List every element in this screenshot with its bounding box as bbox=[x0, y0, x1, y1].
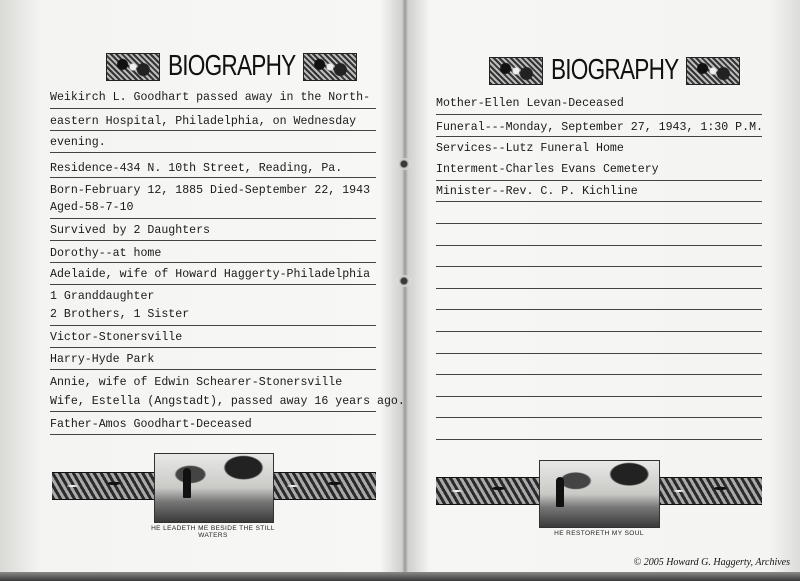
text-line: Aged-58-7-10 bbox=[50, 201, 134, 214]
pastoral-scene bbox=[155, 454, 273, 522]
floral-border bbox=[658, 477, 762, 505]
ruled-line bbox=[50, 262, 376, 263]
ruled-line bbox=[50, 369, 376, 370]
floral-ornament-icon bbox=[489, 57, 543, 85]
right-illustration-caption: HE RESTORETH MY SOUL bbox=[554, 530, 644, 537]
ruled-line bbox=[50, 177, 376, 178]
page-edge-shadow bbox=[0, 572, 800, 581]
text-line: evening. bbox=[50, 136, 106, 149]
text-line: Funeral---Monday, September 27, 1943, 1:30 P.M. bbox=[436, 121, 763, 134]
shepherd-figure bbox=[183, 468, 191, 498]
ruled-line bbox=[436, 266, 762, 267]
ruled-line bbox=[436, 245, 762, 246]
ruled-line bbox=[436, 353, 762, 354]
floral-border bbox=[272, 472, 376, 500]
text-line: Survived by 2 Daughters bbox=[50, 224, 211, 237]
text-line: Minister--Rev. C. P. Kichline bbox=[436, 185, 638, 198]
left-page-title: BIOGRAPHY bbox=[167, 50, 296, 82]
floral-border bbox=[436, 477, 540, 505]
shepherd-illustration bbox=[539, 460, 660, 528]
ruled-line bbox=[436, 136, 762, 137]
copyright-notice: © 2005 Howard G. Haggerty, Archives bbox=[633, 557, 790, 568]
text-line: Wife, Estella (Angstadt), passed away 16 years ago. bbox=[50, 395, 405, 408]
ruled-line bbox=[436, 439, 762, 440]
right-page-header bbox=[489, 54, 740, 87]
text-line: Services--Lutz Funeral Home bbox=[436, 142, 624, 155]
left-illustration-caption: HE LEADETH ME BESIDE THE STILL WATERS bbox=[151, 525, 275, 539]
ruled-line bbox=[50, 130, 376, 131]
text-line: eastern Hospital, Philadelphia, on Wednesday bbox=[50, 115, 357, 128]
ruled-line bbox=[436, 309, 762, 310]
ruled-line bbox=[436, 201, 762, 202]
ruled-line bbox=[50, 411, 376, 412]
ruled-line bbox=[50, 240, 376, 241]
floral-ornament-icon bbox=[686, 57, 740, 85]
text-line: Adelaide, wife of Howard Haggerty-Philadelphia bbox=[50, 268, 371, 281]
floral-border bbox=[52, 472, 155, 500]
ruled-line bbox=[436, 180, 762, 181]
left-page-header bbox=[106, 50, 357, 83]
right-page bbox=[407, 0, 800, 572]
text-line: Mother-Ellen Levan-Deceased bbox=[436, 97, 624, 110]
text-line: 1 Granddaughter bbox=[50, 290, 155, 303]
ruled-line bbox=[436, 417, 762, 418]
ruled-line bbox=[436, 288, 762, 289]
text-line: Annie, wife of Edwin Schearer-Stonersville bbox=[50, 376, 343, 389]
text-line: Harry-Hyde Park bbox=[50, 353, 155, 366]
right-page-title: BIOGRAPHY bbox=[550, 54, 679, 86]
ruled-line bbox=[50, 284, 376, 285]
ruled-line bbox=[50, 108, 376, 109]
ruled-line bbox=[50, 218, 376, 219]
ruled-line bbox=[436, 223, 762, 224]
floral-ornament-icon bbox=[106, 53, 160, 81]
ruled-line bbox=[436, 331, 762, 332]
text-line: Interment-Charles Evans Cemetery bbox=[436, 163, 659, 176]
floral-ornament-icon bbox=[303, 53, 357, 81]
text-line: Born-February 12, 1885 Died-September 22, 1943 bbox=[50, 184, 371, 197]
ruled-line bbox=[436, 374, 762, 375]
shepherd-illustration bbox=[154, 453, 274, 523]
text-line: Victor-Stonersville bbox=[50, 331, 183, 344]
left-page bbox=[0, 0, 403, 572]
ruled-line bbox=[436, 114, 762, 115]
ruled-line bbox=[50, 434, 376, 435]
text-line: Weikirch L. Goodhart passed away in the North- bbox=[50, 91, 371, 104]
ruled-line bbox=[50, 152, 376, 153]
ruled-line bbox=[50, 325, 376, 326]
text-line: 2 Brothers, 1 Sister bbox=[50, 308, 190, 321]
ruled-line bbox=[50, 347, 376, 348]
text-line: Residence-434 N. 10th Street, Reading, Pa. bbox=[50, 162, 343, 175]
text-line: Father-Amos Goodhart-Deceased bbox=[50, 418, 252, 431]
shepherd-figure bbox=[556, 477, 564, 507]
text-line: Dorothy--at home bbox=[50, 247, 162, 260]
ruled-line bbox=[436, 396, 762, 397]
